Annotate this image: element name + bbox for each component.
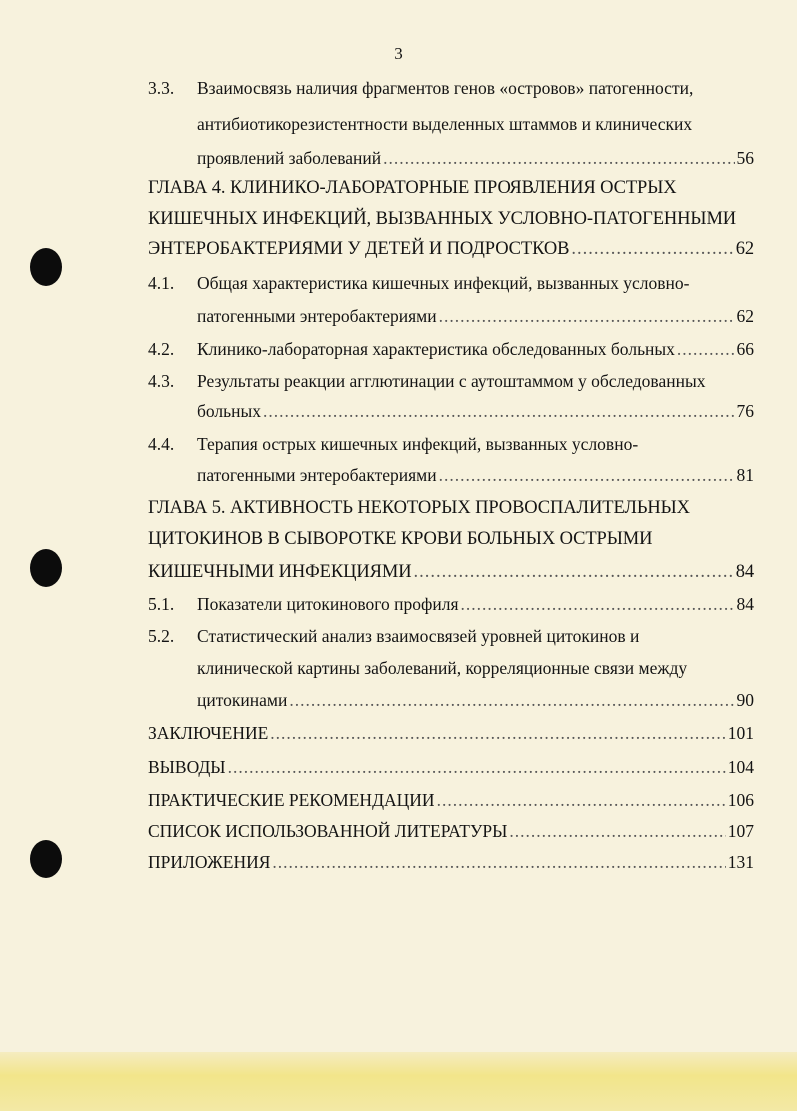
- toc-number-5-2: 5.2.: [148, 626, 175, 646]
- page-number: 3: [394, 44, 403, 63]
- toc-page-3-3: 56: [736, 148, 754, 168]
- toc-entry-4-4-line1: Терапия острых кишечных инфекций, вызванных условно-: [197, 434, 639, 454]
- toc-chapter-4-line3: ЭНТЕРОБАКТЕРИЯМИ У ДЕТЕЙ И ПОДРОСТКОВ ..... 62: [148, 237, 754, 261]
- dot-leader: [439, 463, 735, 487]
- toc-entry-3-3-line3: проявлений заболеваний ..... 56: [197, 146, 754, 170]
- toc-page-appendices: 131: [727, 852, 754, 872]
- toc-conclusion: ЗАКЛЮЧЕНИЕ ..... 101: [148, 721, 754, 745]
- toc-page-recommendations: 106: [727, 790, 754, 810]
- dot-leader: [263, 399, 734, 423]
- toc-page-conclusion: 101: [727, 723, 754, 743]
- toc-entry-4-3-line2: больных ..... 76: [197, 399, 754, 423]
- dot-leader: [439, 304, 735, 328]
- toc-page-4-3: 76: [736, 401, 754, 421]
- toc-chapter-4-line1: ГЛАВА 4. КЛИНИКО-ЛАБОРАТОРНЫЕ ПРОЯВЛЕНИЯ ОСТРЫХ: [148, 178, 677, 198]
- toc-entry-4-1-line1: Общая характеристика кишечных инфекций, вызванных условно-: [197, 273, 690, 293]
- dot-leader: [272, 850, 725, 874]
- toc-page-references: 107: [727, 821, 754, 841]
- toc-number-5-1: 5.1.: [148, 594, 175, 614]
- toc-page-5-2: 90: [736, 690, 754, 710]
- toc-number-4-4: 4.4.: [148, 434, 175, 454]
- toc-entry-4-3-line1: Результаты реакции агглютинации с аутоштаммом у обследованных: [197, 371, 706, 391]
- toc-page-4-1: 62: [736, 306, 754, 326]
- toc-entry-4-1-line2: патогенными энтеробактериями ..... 62: [197, 304, 754, 328]
- toc-entry-5-1: Показатели цитокинового профиля ..... 84: [197, 592, 754, 616]
- dot-leader: [437, 788, 726, 812]
- toc-number-3-3: 3.3.: [148, 78, 175, 98]
- toc-entry-5-2-line3: цитокинами ..... 90: [197, 688, 754, 712]
- toc-findings: ВЫВОДЫ ..... 104: [148, 755, 754, 779]
- toc-references: СПИСОК ИСПОЛЬЗОВАННОЙ ЛИТЕРАТУРЫ ..... 107: [148, 819, 754, 843]
- dot-leader: [289, 688, 734, 712]
- toc-entry-5-2-line2: клинической картины заболеваний, корреляционные связи между: [197, 658, 688, 678]
- dot-leader: [413, 560, 733, 584]
- toc-entry-3-3-line1: Взаимосвязь наличия фрагментов генов «островов» патогенности,: [197, 78, 694, 98]
- dot-leader: [677, 337, 735, 361]
- toc-page-4-4: 81: [736, 465, 754, 485]
- toc-chapter-5-line3: КИШЕЧНЫМИ ИНФЕКЦИЯМИ ..... 84: [148, 560, 754, 584]
- toc-recommendations: ПРАКТИЧЕСКИЕ РЕКОМЕНДАЦИИ ..... 106: [148, 788, 754, 812]
- toc-page-4-2: 66: [736, 339, 754, 359]
- toc-entry-3-3-line2: антибиотикорезистентности выделенных штаммов и клинических: [197, 114, 693, 134]
- dot-leader: [571, 237, 733, 261]
- toc-page-findings: 104: [727, 757, 754, 777]
- toc-page-ch5: 84: [735, 562, 754, 582]
- dot-leader: [383, 146, 734, 170]
- toc-chapter-5-line1: ГЛАВА 5. АКТИВНОСТЬ НЕКОТОРЫХ ПРОВОСПАЛИТЕЛЬНЫХ: [148, 498, 690, 518]
- toc-entry-4-2: Клинико-лабораторная характеристика обследованных больных ..... 66: [197, 337, 754, 361]
- toc-chapter-4-line2: КИШЕЧНЫХ ИНФЕКЦИЙ, ВЫЗВАННЫХ УСЛОВНО-ПАТОГЕННЫМИ: [148, 209, 737, 229]
- toc-chapter-5-line2: ЦИТОКИНОВ В СЫВОРОТКЕ КРОВИ БОЛЬНЫХ ОСТРЫМИ: [148, 529, 653, 549]
- dot-leader: [228, 755, 726, 779]
- toc-entry-5-2-line1: Статистический анализ взаимосвязей уровней цитокинов и: [197, 626, 640, 646]
- dot-leader: [270, 721, 725, 745]
- toc-page-5-1: 84: [736, 594, 754, 614]
- dot-leader: [461, 592, 735, 616]
- toc-appendices: ПРИЛОЖЕНИЯ ..... 131: [148, 850, 754, 874]
- toc-number-4-1: 4.1.: [148, 273, 175, 293]
- toc-number-4-3: 4.3.: [148, 371, 175, 391]
- toc-page-ch4: 62: [735, 239, 754, 259]
- dot-leader: [509, 819, 725, 843]
- toc-entry-4-4-line2: патогенными энтеробактериями ..... 81: [197, 463, 754, 487]
- toc-number-4-2: 4.2.: [148, 339, 175, 359]
